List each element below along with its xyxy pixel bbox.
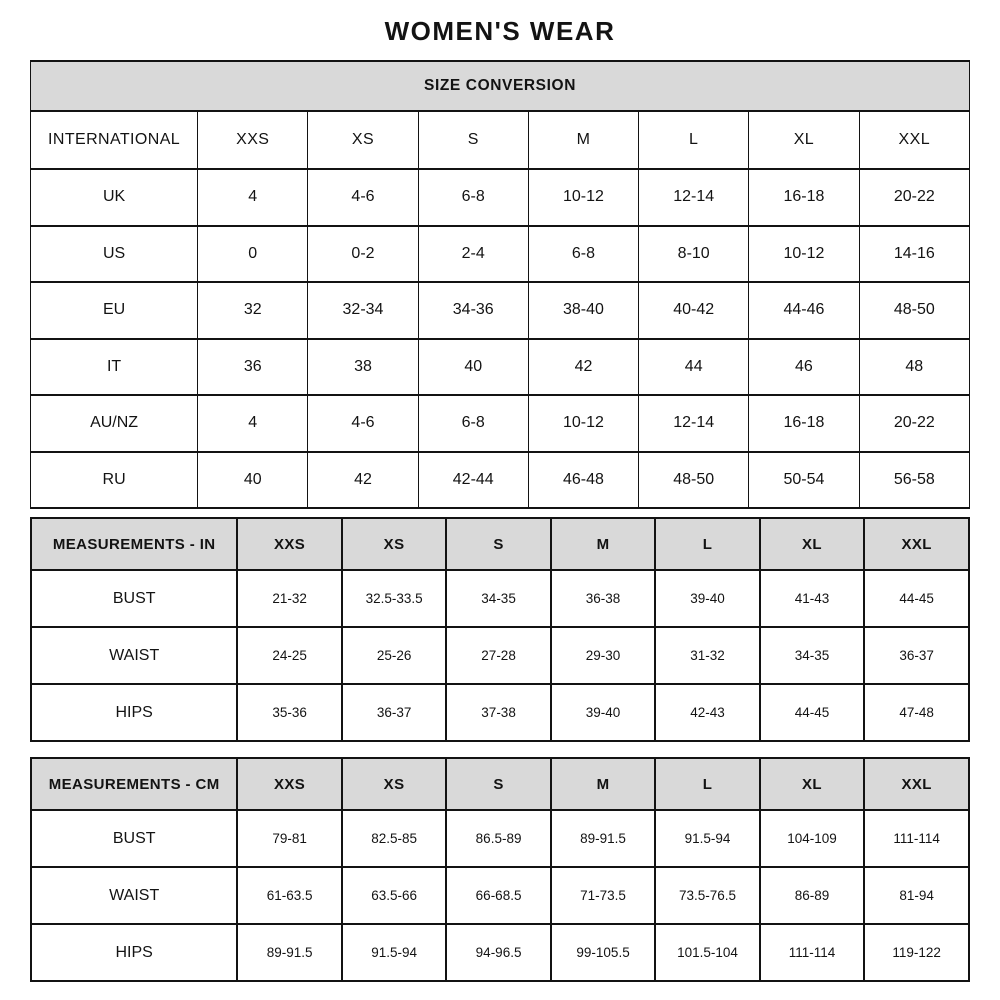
table-row: [31, 684, 969, 741]
column-header-cell: XS: [342, 518, 446, 570]
value-cell: 66-68.5: [446, 867, 550, 924]
table-title-cell: MEASUREMENTS - CM: [31, 758, 237, 810]
value-cell: 42: [308, 452, 418, 509]
value-cell: 32: [198, 282, 308, 339]
value-cell: 101.5-104: [655, 924, 759, 981]
value-cell: 6-8: [528, 226, 638, 283]
value-cell: 29-30: [551, 627, 655, 684]
value-cell: 38-40: [528, 282, 638, 339]
value-cell: 39-40: [655, 570, 759, 627]
value-cell: 12-14: [639, 169, 749, 226]
column-header-cell: M: [551, 518, 655, 570]
value-cell: 6-8: [418, 169, 528, 226]
value-cell: 4: [198, 395, 308, 452]
value-cell: 42-44: [418, 452, 528, 509]
column-header-cell: L: [639, 111, 749, 169]
value-cell: 40-42: [639, 282, 749, 339]
column-header-cell: M: [551, 758, 655, 810]
value-cell: 36-38: [551, 570, 655, 627]
value-cell: 104-109: [760, 810, 864, 867]
row-label-cell: BUST: [31, 570, 237, 627]
value-cell: 44-46: [749, 282, 859, 339]
value-cell: 39-40: [551, 684, 655, 741]
value-cell: 73.5-76.5: [655, 867, 759, 924]
row-label-cell: UK: [31, 169, 198, 226]
value-cell: 27-28: [446, 627, 550, 684]
table-row: [31, 452, 970, 509]
size-conversion-table: [30, 60, 970, 509]
value-cell: 34-36: [418, 282, 528, 339]
table-row: [31, 226, 970, 283]
value-cell: 40: [418, 339, 528, 396]
column-header-cell: INTERNATIONAL: [31, 111, 198, 169]
measurements-cm-table: [30, 757, 970, 982]
column-header-cell: XXS: [198, 111, 308, 169]
value-cell: 10-12: [528, 395, 638, 452]
value-cell: 44: [639, 339, 749, 396]
table-row: [31, 395, 970, 452]
value-cell: 6-8: [418, 395, 528, 452]
table-title-cell: MEASUREMENTS - IN: [31, 518, 237, 570]
value-cell: 44-45: [864, 570, 969, 627]
table-banner-row: [31, 61, 970, 111]
value-cell: 46-48: [528, 452, 638, 509]
value-cell: 61-63.5: [237, 867, 341, 924]
table-row: [31, 924, 969, 981]
value-cell: 86-89: [760, 867, 864, 924]
row-label-cell: WAIST: [31, 867, 237, 924]
value-cell: 4: [198, 169, 308, 226]
row-label-cell: HIPS: [31, 684, 237, 741]
row-label-cell: US: [31, 226, 198, 283]
value-cell: 14-16: [859, 226, 969, 283]
value-cell: 79-81: [237, 810, 341, 867]
value-cell: 82.5-85: [342, 810, 446, 867]
value-cell: 94-96.5: [446, 924, 550, 981]
value-cell: 46: [749, 339, 859, 396]
value-cell: 4-6: [308, 395, 418, 452]
value-cell: 24-25: [237, 627, 341, 684]
value-cell: 50-54: [749, 452, 859, 509]
row-label-cell: WAIST: [31, 627, 237, 684]
column-header-cell: XXL: [864, 518, 969, 570]
value-cell: 36-37: [342, 684, 446, 741]
column-header-cell: XXS: [237, 758, 341, 810]
column-header-cell: XXS: [237, 518, 341, 570]
value-cell: 42: [528, 339, 638, 396]
table-row: [31, 282, 970, 339]
column-header-cell: XL: [760, 758, 864, 810]
value-cell: 81-94: [864, 867, 969, 924]
value-cell: 99-105.5: [551, 924, 655, 981]
table-row: [31, 867, 969, 924]
value-cell: 32.5-33.5: [342, 570, 446, 627]
column-header-cell: L: [655, 518, 759, 570]
table-row: [31, 810, 969, 867]
value-cell: 36-37: [864, 627, 969, 684]
column-header-cell: XS: [308, 111, 418, 169]
table-row: [31, 169, 970, 226]
value-cell: 16-18: [749, 169, 859, 226]
size-conversion-title: SIZE CONVERSION: [31, 61, 970, 111]
value-cell: 0-2: [308, 226, 418, 283]
value-cell: 111-114: [864, 810, 969, 867]
value-cell: 40: [198, 452, 308, 509]
row-label-cell: HIPS: [31, 924, 237, 981]
value-cell: 86.5-89: [446, 810, 550, 867]
value-cell: 56-58: [859, 452, 969, 509]
value-cell: 4-6: [308, 169, 418, 226]
value-cell: 42-43: [655, 684, 759, 741]
column-header-cell: S: [446, 518, 550, 570]
value-cell: 2-4: [418, 226, 528, 283]
column-header-cell: XS: [342, 758, 446, 810]
row-label-cell: RU: [31, 452, 198, 509]
value-cell: 63.5-66: [342, 867, 446, 924]
column-header-cell: S: [418, 111, 528, 169]
value-cell: 38: [308, 339, 418, 396]
value-cell: 10-12: [749, 226, 859, 283]
column-header-cell: L: [655, 758, 759, 810]
value-cell: 119-122: [864, 924, 969, 981]
column-header-cell: XXL: [859, 111, 969, 169]
row-label-cell: BUST: [31, 810, 237, 867]
column-header-row: [31, 518, 969, 570]
column-header-row: [31, 111, 970, 169]
value-cell: 89-91.5: [237, 924, 341, 981]
value-cell: 34-35: [446, 570, 550, 627]
value-cell: 34-35: [760, 627, 864, 684]
value-cell: 41-43: [760, 570, 864, 627]
value-cell: 20-22: [859, 395, 969, 452]
value-cell: 89-91.5: [551, 810, 655, 867]
value-cell: 111-114: [760, 924, 864, 981]
row-label-cell: AU/NZ: [31, 395, 198, 452]
value-cell: 44-45: [760, 684, 864, 741]
value-cell: 36: [198, 339, 308, 396]
value-cell: 48: [859, 339, 969, 396]
value-cell: 31-32: [655, 627, 759, 684]
row-label-cell: EU: [31, 282, 198, 339]
value-cell: 47-48: [864, 684, 969, 741]
value-cell: 12-14: [639, 395, 749, 452]
table-row: [31, 570, 969, 627]
value-cell: 0: [198, 226, 308, 283]
column-header-row: [31, 758, 969, 810]
table-row: [31, 339, 970, 396]
value-cell: 91.5-94: [342, 924, 446, 981]
value-cell: 37-38: [446, 684, 550, 741]
table-row: [31, 627, 969, 684]
value-cell: 10-12: [528, 169, 638, 226]
value-cell: 20-22: [859, 169, 969, 226]
value-cell: 21-32: [237, 570, 341, 627]
value-cell: 91.5-94: [655, 810, 759, 867]
value-cell: 8-10: [639, 226, 749, 283]
page-title: WOMEN'S WEAR: [384, 16, 616, 46]
column-header-cell: XXL: [864, 758, 969, 810]
value-cell: 35-36: [237, 684, 341, 741]
measurements-in-table: [30, 517, 970, 742]
value-cell: 32-34: [308, 282, 418, 339]
value-cell: 48-50: [859, 282, 969, 339]
column-header-cell: S: [446, 758, 550, 810]
row-label-cell: IT: [31, 339, 198, 396]
column-header-cell: XL: [749, 111, 859, 169]
column-header-cell: XL: [760, 518, 864, 570]
value-cell: 48-50: [639, 452, 749, 509]
value-cell: 16-18: [749, 395, 859, 452]
column-header-cell: M: [528, 111, 638, 169]
value-cell: 71-73.5: [551, 867, 655, 924]
value-cell: 25-26: [342, 627, 446, 684]
